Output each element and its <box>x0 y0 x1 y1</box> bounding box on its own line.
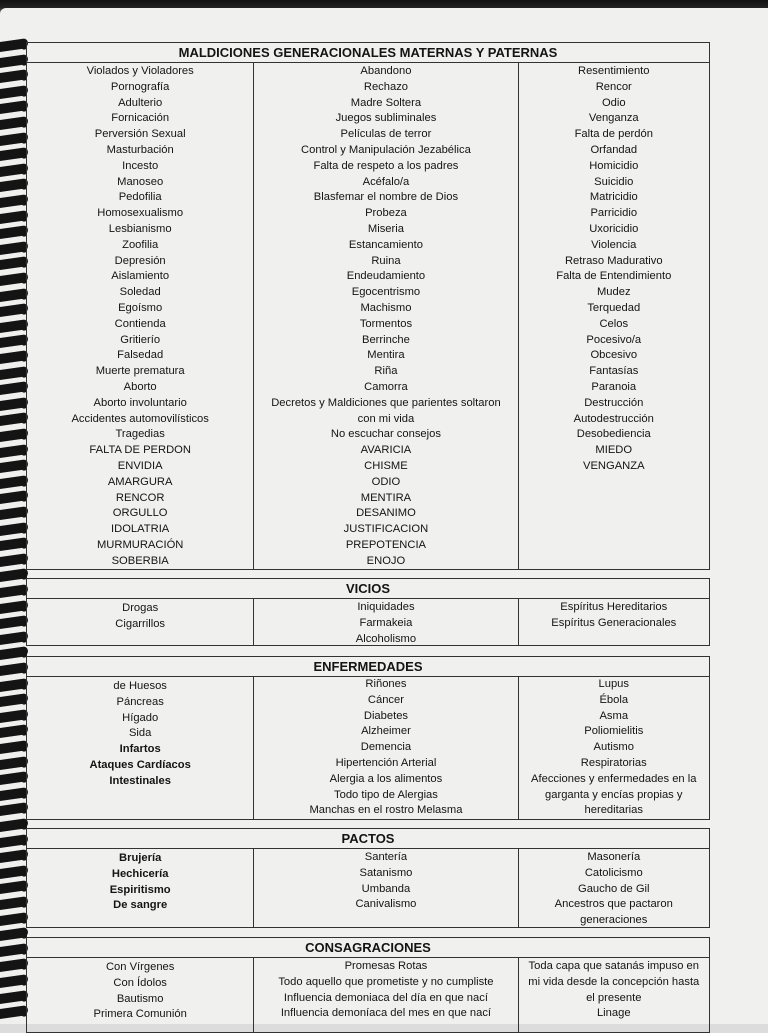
list-item: ORGULLO <box>112 507 168 520</box>
list-item: Hipertención Arterial <box>335 756 437 769</box>
list-item: Ébola <box>599 693 629 706</box>
spiral-coil <box>0 662 28 676</box>
spiral-coil <box>0 210 28 224</box>
spiral-coil <box>0 724 28 738</box>
list-item: Fantasías <box>589 365 639 378</box>
list-item: con mi vida <box>357 412 415 425</box>
list-item: Alergia a los alimentos <box>329 772 443 785</box>
spiral-coil <box>0 553 28 567</box>
section-title: PACTOS <box>27 829 709 849</box>
list-item: hereditarias <box>584 804 643 817</box>
list-item: Manoseo <box>117 175 164 188</box>
list-item: Aislamiento <box>111 270 170 283</box>
list-item: Todo tipo de Alergias <box>334 788 438 801</box>
list-item: Sida <box>128 727 152 740</box>
list-item: de Huesos <box>113 680 167 692</box>
list-item: Adulterio <box>118 96 163 109</box>
spiral-coil <box>0 428 28 442</box>
list-item: Espíritus Hereditarios <box>560 601 668 613</box>
list-item: Contienda <box>114 317 166 330</box>
list-item: DESANIMO <box>356 507 416 520</box>
list-item: Falta de respeto a los padres <box>313 159 459 172</box>
list-item: Lupus <box>598 678 629 690</box>
list-item: Cigarrillos <box>115 617 166 630</box>
spiral-coil <box>0 319 28 333</box>
list-item: el presente <box>586 991 642 1004</box>
column-1 <box>27 958 253 1033</box>
column-3 <box>518 599 709 646</box>
list-item: Rencor <box>595 80 632 93</box>
list-item: PREPOTENCIA <box>345 538 427 551</box>
list-item: Machismo <box>360 301 412 314</box>
list-item: ENVIDIA <box>117 459 163 472</box>
list-item: Masturbación <box>106 143 174 156</box>
list-item: Venganza <box>588 112 639 125</box>
list-item: Alcoholismo <box>355 632 417 645</box>
list-item: Riñones <box>365 678 407 690</box>
spiral-coil <box>0 178 28 192</box>
list-item: Parricidio <box>590 207 638 220</box>
list-item: Poliomielitis <box>584 725 644 738</box>
section-title: CONSAGRACIONES <box>27 938 709 958</box>
list-item: Aborto <box>123 380 157 393</box>
list-item: Influencia demoníaca del mes en que nací <box>280 1007 492 1020</box>
list-item: Homosexualismo <box>97 207 184 220</box>
list-item: Riña <box>374 365 398 378</box>
list-item: Infartos <box>119 743 161 756</box>
list-item: Con Vírgenes <box>105 961 175 973</box>
list-item: Brujería <box>119 852 162 864</box>
list-item: Odio <box>601 96 626 109</box>
list-item: Control y Manipulación Jezabélica <box>301 143 471 156</box>
section-pactos <box>26 828 710 928</box>
spiral-coil <box>0 459 28 473</box>
list-item: Espiritismo <box>109 883 171 896</box>
list-item: Celos <box>599 317 629 330</box>
spiral-coil <box>0 880 28 894</box>
column-2 <box>253 599 517 646</box>
list-item: Mudez <box>596 286 631 299</box>
section-title: VICIOS <box>27 579 709 599</box>
list-item: Berrinche <box>361 333 410 346</box>
spiral-coil <box>0 256 28 270</box>
list-item: Egoísmo <box>118 301 163 314</box>
list-item: No escuchar consejos <box>330 428 441 441</box>
column-1 <box>27 63 253 570</box>
spiral-coil <box>0 288 28 302</box>
list-item: Madre Soltera <box>350 96 422 109</box>
spiral-coil <box>0 475 28 489</box>
spiral-coil <box>0 272 28 286</box>
list-item: Ruina <box>371 254 401 267</box>
list-item: Pocesivo/a <box>586 333 642 346</box>
column-1 <box>27 849 253 928</box>
spiral-coil <box>0 693 28 707</box>
spiral-coil <box>0 350 28 364</box>
list-item: Violencia <box>591 238 637 251</box>
spiral-coil <box>0 787 28 801</box>
column-3 <box>518 849 709 928</box>
spiral-coil <box>0 366 28 380</box>
list-item: Orfandad <box>590 143 638 156</box>
spiral-coil <box>0 241 28 255</box>
list-item: ENOJO <box>366 554 406 567</box>
spiral-coil <box>0 740 28 754</box>
list-item: Retraso Madurativo <box>564 254 663 267</box>
spiral-coil <box>0 522 28 536</box>
list-item: Santería <box>364 851 408 863</box>
list-item: Accidentes automovilísticos <box>71 412 209 425</box>
list-item: Hechicería <box>111 867 169 880</box>
section-columns <box>27 63 709 570</box>
spiral-coil <box>0 927 28 941</box>
list-item: Blasfemar el nombre de Dios <box>313 191 459 204</box>
list-item: Asma <box>599 709 629 722</box>
section-columns <box>27 677 709 820</box>
spiral-coil <box>0 584 28 598</box>
spiral-coil <box>0 974 28 988</box>
list-item: Fornicación <box>111 112 170 125</box>
spiral-coil <box>0 381 28 395</box>
list-item: Satanismo <box>359 866 413 879</box>
list-item: Linage <box>596 1007 631 1020</box>
spiral-coil <box>0 303 28 317</box>
list-item: garganta y encías propias y <box>545 788 683 801</box>
spiral-coil <box>0 194 28 208</box>
list-item: mi vida desde la concepción hasta <box>528 975 700 988</box>
list-item: VENGANZA <box>582 459 645 472</box>
list-item: Aborto involuntario <box>93 396 187 409</box>
list-item: Desobediencia <box>576 428 651 441</box>
list-item: AVARICIA <box>360 444 412 457</box>
list-item: IDOLATRIA <box>111 523 170 536</box>
column-2 <box>253 958 517 1033</box>
spiral-coil <box>0 506 28 520</box>
list-item: Acéfalo/a <box>362 175 410 188</box>
spiral-coil <box>0 834 28 848</box>
list-item: Autodestrucción <box>573 412 654 425</box>
list-item: MIEDO <box>595 444 633 457</box>
list-item: Falta de perdón <box>574 128 653 141</box>
list-item: Falsedad <box>117 349 164 362</box>
spiral-coil <box>0 116 28 130</box>
spiral-coil <box>0 147 28 161</box>
spiral-coil <box>0 38 28 52</box>
list-item: Obcesivo <box>590 349 638 362</box>
list-item: ODIO <box>371 475 401 488</box>
list-item: Alzheimer <box>361 725 411 738</box>
spiral-coil <box>0 990 28 1004</box>
list-item: Catolicismo <box>584 866 643 879</box>
list-item: Depresión <box>114 254 166 267</box>
spiral-coil <box>0 334 28 348</box>
list-item: Con Ídolos <box>113 976 167 989</box>
section-title: ENFERMEDADES <box>27 657 709 677</box>
spiral-coil <box>0 802 28 816</box>
column-1 <box>27 599 253 646</box>
spiral-coil <box>0 490 28 504</box>
list-item: FALTA DE PERDON <box>89 444 191 457</box>
spiral-coil <box>0 397 28 411</box>
list-item: Intestinales <box>109 774 171 787</box>
column-3 <box>518 958 709 1033</box>
spiral-coil <box>0 756 28 770</box>
list-item: Estancamiento <box>348 238 423 251</box>
column-2 <box>253 63 517 570</box>
list-item: Influencia demoniaca del día en que nací <box>283 991 488 1004</box>
spiral-coil <box>0 912 28 926</box>
section-columns <box>27 599 709 646</box>
list-item: Canivalismo <box>355 898 417 911</box>
spiral-coil <box>0 444 28 458</box>
list-item: Tragedias <box>115 428 165 441</box>
column-1 <box>27 677 253 820</box>
section-enfermedades <box>26 656 710 820</box>
list-item: SOBERBIA <box>111 554 169 567</box>
list-item: Egocentrismo <box>351 286 421 299</box>
column-3 <box>518 677 709 820</box>
list-item: Zoofilia <box>122 238 159 251</box>
spiral-coil <box>0 132 28 146</box>
list-item: Miseria <box>367 222 404 235</box>
spiral-coil <box>0 163 28 177</box>
list-item: Pedofilia <box>118 191 162 204</box>
list-item: Falta de Entendimiento <box>556 270 672 283</box>
list-item: Suicidio <box>594 175 634 188</box>
list-item: Películas de terror <box>340 128 432 141</box>
spiral-coil <box>0 100 28 114</box>
list-item: Uxoricidio <box>589 222 639 235</box>
list-item: Drogas <box>122 602 159 614</box>
list-item: Rechazo <box>363 80 409 93</box>
list-item: Espíritus Generacionales <box>551 616 677 629</box>
list-item: Ataques Cardíacos <box>89 758 191 771</box>
spiral-coil <box>0 943 28 957</box>
list-item: Diabetes <box>363 709 409 722</box>
list-item: Homicidio <box>589 159 639 172</box>
list-item: Ancestros que pactaron <box>554 898 673 911</box>
spiral-coil <box>0 818 28 832</box>
spiral-coil <box>0 631 28 645</box>
list-item: Farmakeia <box>359 616 413 629</box>
list-item: RENCOR <box>115 491 165 504</box>
spiral-coil <box>0 85 28 99</box>
list-item: Gaucho de Gil <box>578 882 650 895</box>
list-item: Páncreas <box>116 695 164 708</box>
list-item: Destrucción <box>584 396 644 409</box>
list-item: Incesto <box>122 159 159 172</box>
list-item: Paranoia <box>591 380 637 393</box>
list-item: Primera Comunión <box>93 1008 187 1021</box>
list-item: Autismo <box>593 741 634 754</box>
list-item: Afecciones y enfermedades en la <box>531 772 697 785</box>
column-2 <box>253 677 517 820</box>
spiral-coil <box>0 615 28 629</box>
section-maldiciones <box>26 42 710 570</box>
list-item: Abandono <box>360 65 412 77</box>
list-item: Promesas Rotas <box>344 960 428 972</box>
spiral-coil <box>0 865 28 879</box>
spiral-coil <box>0 225 28 239</box>
section-columns <box>27 849 709 928</box>
list-item: Manchas en el rostro Melasma <box>309 804 463 817</box>
spiral-coil <box>0 537 28 551</box>
spiral-coil <box>0 1005 28 1019</box>
list-item: Soledad <box>119 286 161 299</box>
spiral-coil <box>0 568 28 582</box>
list-item: Demencia <box>360 741 412 754</box>
list-item: Tormentos <box>359 317 413 330</box>
section-vicios <box>26 578 710 646</box>
list-item: Resentimiento <box>578 65 650 77</box>
list-item: Todo aquello que prometiste y no cumpliste <box>278 975 494 988</box>
column-3 <box>518 63 709 570</box>
spiral-coil <box>0 958 28 972</box>
spiral-coil <box>0 69 28 83</box>
spiral-coil <box>0 849 28 863</box>
list-item: De sangre <box>113 899 168 912</box>
list-item: Masonería <box>587 851 641 863</box>
list-item: Camorra <box>364 380 408 393</box>
spiral-coil <box>0 709 28 723</box>
list-item: CHISME <box>364 459 408 472</box>
list-item: Hígado <box>122 711 159 724</box>
list-item: Juegos subliminales <box>335 112 437 125</box>
list-item: Terquedad <box>587 301 641 314</box>
list-item: Umbanda <box>361 882 411 895</box>
spiral-coil <box>0 646 28 660</box>
spiral-coil <box>0 54 28 68</box>
list-item: Pornografía <box>110 80 170 93</box>
spiral-coil <box>0 678 28 692</box>
section-consagraciones <box>26 937 710 1033</box>
section-columns <box>27 958 709 1033</box>
list-item: Toda capa que satanás impuso en <box>528 960 699 972</box>
list-item: JUSTIFICACION <box>343 523 429 536</box>
list-item: Perversión Sexual <box>94 128 186 141</box>
list-item: Iniquidades <box>357 601 415 613</box>
spiral-coil <box>0 896 28 910</box>
list-item: Lesbianismo <box>108 222 172 235</box>
list-item: Muerte prematura <box>95 365 185 378</box>
column-2 <box>253 849 517 928</box>
list-item: Bautismo <box>116 992 164 1005</box>
list-item: Gritierío <box>120 333 161 346</box>
list-item: Probeza <box>365 207 407 220</box>
list-item: Cáncer <box>367 693 404 706</box>
list-item: MURMURACIÓN <box>96 538 184 551</box>
list-item: Decretos y Maldiciones que parientes soltaron <box>271 396 501 409</box>
list-item: Endeudamiento <box>346 270 426 283</box>
spiral-coil <box>0 600 28 614</box>
list-item: Violados y Violadores <box>86 65 194 77</box>
spiral-coil <box>0 412 28 426</box>
spiral-coil <box>0 771 28 785</box>
list-item: AMARGURA <box>107 475 173 488</box>
list-item: Mentira <box>367 349 405 362</box>
list-item: Respiratorias <box>580 756 647 769</box>
list-item: Matricidio <box>589 191 638 204</box>
list-item: MENTIRA <box>360 491 412 504</box>
list-item: generaciones <box>580 914 648 927</box>
section-title: MALDICIONES GENERACIONALES MATERNAS Y PATERNAS <box>27 43 709 63</box>
